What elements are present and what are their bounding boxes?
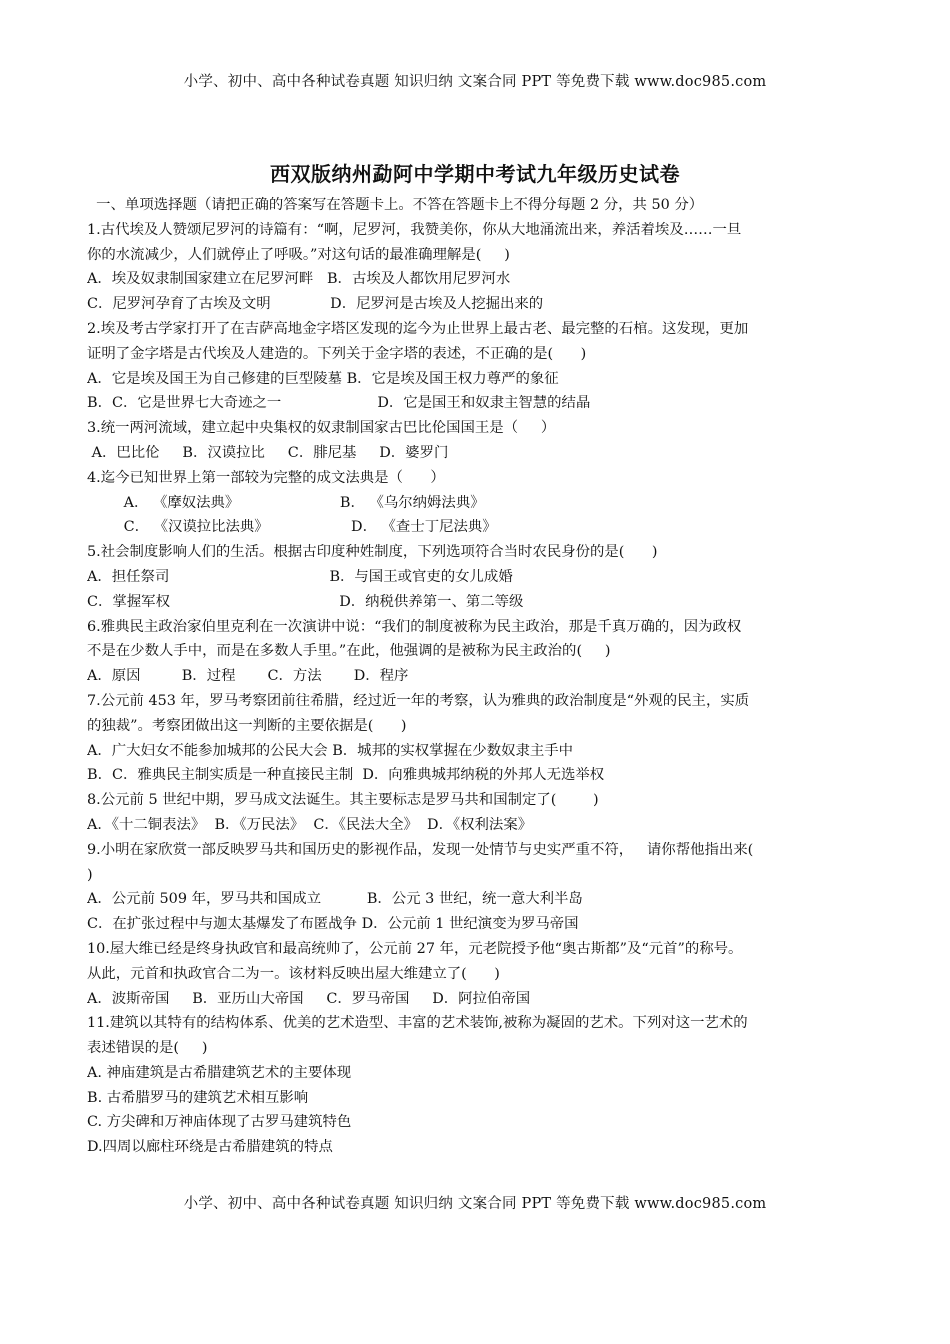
page-header: 小学、初中、高中各种试卷真题 知识归纳 文案合同 PPT 等免费下载 www.doc985.com [183,74,767,90]
question-1-stem: 1.古代埃及人赞颂尼罗河的诗篇有：“啊，尼罗河，我赞美你，你从大地涌流出来，养活着埃及……一旦 [87,221,742,238]
question-7-options-cd: B．C．雅典民主制实质是一种直接民主制 D．向雅典城邦纳税的外邦人无选举权 [87,767,605,784]
question-1-options-cd: C．尼罗河孕育了古埃及文明 D．尼罗河是古埃及人挖掘出来的 [87,296,544,313]
question-8-stem: 8.公元前 5 世纪中期，罗马成文法诞生。其主要标志是罗马共和国制定了( ) [87,792,599,809]
question-11-option-b: B. 古希腊罗马的建筑艺术相互影响 [87,1089,309,1106]
page-title: 西双版纳州勐阿中学期中考试九年级历史试卷 [270,162,680,186]
question-11-stem: 11.建筑以其特有的结构体系、优美的艺术造型、丰富的艺术装饰,被称为凝固的艺术。下列对这一艺术的 [87,1015,748,1032]
question-4-options-cd: C． 《汉谟拉比法典》 D． 《查士丁尼法典》 [87,519,497,536]
question-7-stem: 7.公元前 453 年，罗马考察团前往希腊，经过近一年的考察，认为雅典的政治制度是“外观的民主，实质 [87,692,750,709]
section-heading: 一、单项选择题（请把正确的答案写在答题卡上。不答在答题卡上不得分每题 2 分，共 50 分） [87,197,704,213]
question-3-stem: 3.统一两河流域，建立起中央集权的奴隶制国家古巴比伦国国王是（ ） [87,420,556,437]
question-5-stem: 5.社会制度影响人们的生活。根据古印度种姓制度，下列选项符合当时农民身份的是( ) [87,544,658,561]
question-6-stem: 6.雅典民主政治家伯里克利在一次演讲中说：“我们的制度被称为民主政治，那是千真万确的，因为政权 [87,618,742,635]
question-1-options-ab: A．埃及奴隶制国家建立在尼罗河畔 B．古埃及人都饮用尼罗河水 [87,271,511,288]
question-9-stem-cont: ) [87,866,93,883]
exam-content [87,193,869,1160]
question-2-options-ab: A．它是埃及国王为自己修建的巨型陵墓 B．它是埃及国王权力尊严的象征 [87,370,559,387]
question-6-options: A．原因 B．过程 C．方法 D．程序 [87,668,409,685]
question-6-stem-cont: 不是在少数人手中，而是在多数人手里。”在此，他强调的是被称为民主政治的( ) [87,643,611,660]
question-7-options-ab: A．广大妇女不能参加城邦的公民大会 B．城邦的实权掌握在少数奴隶主手中 [87,742,574,759]
question-7-stem-cont: 的独裁”。考察团做出这一判断的主要依据是( ) [87,717,407,734]
question-2-options-cd: B．C．它是世界七大奇迹之一 D．它是国王和奴隶主智慧的结晶 [87,395,591,412]
question-11-stem-cont: 表述错误的是( ) [87,1040,208,1057]
question-11-option-d: D.四周以廊柱环绕是古希腊建筑的特点 [87,1139,333,1156]
page-footer: 小学、初中、高中各种试卷真题 知识归纳 文案合同 PPT 等免费下载 www.doc985.com [183,1196,767,1212]
question-10-stem-cont: 从此，元首和执政官合二为一。该材料反映出屋大维建立了( ) [87,965,500,982]
question-2-stem-cont: 证明了金字塔是古代埃及人建造的。下列关于金字塔的表述，不正确的是( ) [87,345,587,362]
question-2-stem: 2.埃及考古学家打开了在吉萨高地金字塔区发现的迄今为止世界上最古老、最完整的石棺。这发现，更加 [87,320,749,337]
question-9-stem: 9.小明在家欣赏一部反映罗马共和国历史的影视作品，发现一处情节与史实严重不符， 请你帮他指出来( [87,841,754,858]
question-11-option-a: A. 神庙建筑是古希腊建筑艺术的主要体现 [87,1064,352,1081]
question-1-stem-cont: 你的水流减少，人们就停止了呼吸。”对这句话的最准确理解是( ) [87,246,510,263]
question-10-options: A．波斯帝国 B．亚历山大帝国 C．罗马帝国 D．阿拉伯帝国 [87,990,531,1007]
question-10-stem: 10.屋大维已经是终身执政官和最高统帅了，公元前 27 年，元老院授予他“奥古斯都”及“元首”的称号。 [87,940,743,957]
question-5-options-cd: C．掌握军权 D．纳税供养第一、第二等级 [87,593,524,610]
question-9-options-ab: A．公元前 509 年，罗马共和国成立 B．公元 3 世纪，统一意大利半岛 [87,891,583,908]
question-4-options-ab: A． 《摩奴法典》 B． 《乌尔纳姆法典》 [87,494,485,511]
question-4-stem: 4.迄今已知世界上第一部较为完整的成文法典是（ ） [87,469,445,486]
question-8-options: A．《十二铜表法》 B．《万民法》 C．《民法大全》 D．《权利法案》 [87,816,533,833]
question-11-option-c: C. 方尖碑和万神庙体现了古罗马建筑特色 [87,1114,352,1131]
question-3-options: A．巴比伦 B．汉谟拉比 C．腓尼基 D．婆罗门 [87,444,449,461]
question-9-options-cd: C．在扩张过程中与迦太基爆发了布匿战争 D．公元前 1 世纪演变为罗马帝国 [87,916,579,933]
question-5-options-ab: A．担任祭司 B．与国王或官吏的女儿成婚 [87,568,513,585]
